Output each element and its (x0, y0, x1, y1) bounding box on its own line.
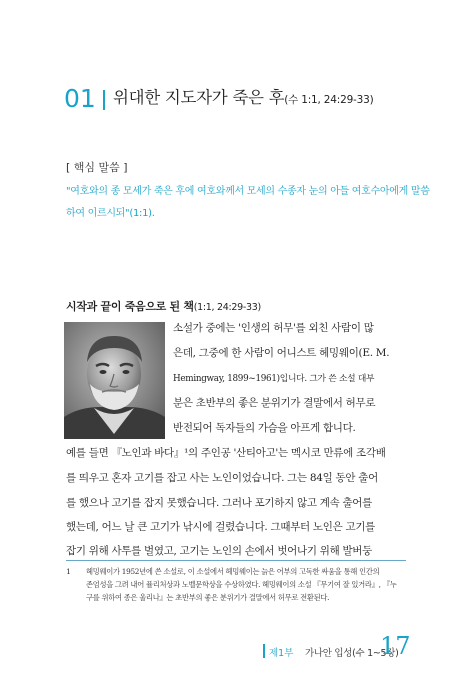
section-heading-text: 시작과 끝이 죽음으로 된 책 (66, 300, 194, 313)
body-line-6: 예를 들면 『노인과 바다』¹의 주인공 '산티아고'는 멕시코 만류에 조각배 (66, 447, 386, 459)
chapter-title (113, 88, 374, 108)
body-line-10: 잡기 위해 사투를 벌였고, 고기는 노인의 손에서 벗어나기 위해 발버둥 (66, 545, 372, 557)
footnote-number: 1 (66, 567, 71, 576)
footnote-rule (66, 560, 406, 561)
footer-title: 가나안 입성(수 1~5장) (305, 648, 399, 659)
body-line-2: 은데, 그중에 한 사람이 어니스트 헤밍웨이(E. M. (173, 347, 390, 359)
body-line-1: 소설가 중에는 '인생의 허무'를 외친 사람이 많 (173, 322, 374, 334)
chapter-title-divider (103, 90, 105, 110)
core-verse-line-2: 하여 이르시되"(1:1). (66, 208, 155, 219)
hemingway-portrait-photo (64, 322, 165, 439)
footnote-line-1: 헤밍웨이가 1952년에 쓴 소설로, 이 소설에서 헤밍웨이는 늙은 어부의 고독한 싸움을 통해 인간의 (86, 567, 380, 576)
footer-divider (263, 644, 265, 658)
body-line-8: 를 했으나 고기를 잡지 못했습니다. 그러나 포기하지 않고 계속 출어를 (66, 497, 372, 509)
body-line-3: Hemingway, 1899~1961)입니다. 그가 쓴 소설 대부 (173, 374, 375, 384)
chapter-reference: (수 1:1, 24:29-33) (284, 94, 374, 106)
chapter-number: 01 (64, 84, 96, 113)
footnote-line-2: 존엄성을 그려 내어 퓰리처상과 노벨문학상을 수상하였다. 헤밍웨이의 소설 『무기여 잘 있거라』, 『누 (86, 580, 397, 589)
body-line-5: 반전되어 독자들의 가슴을 아프게 합니다. (173, 422, 356, 434)
footnote-line-3: 구를 위하여 종은 울리나』는 초반부의 좋은 분위기가 결말에서 허무로 전환된다. (86, 593, 330, 602)
chapter-title-text: 위대한 지도자가 죽은 후 (113, 88, 285, 107)
core-verse-line-1: "여호와의 종 모세가 죽은 후에 여호와께서 모세의 수종자 눈의 아들 여호수아에게 말씀 (66, 186, 430, 197)
section-reference: (1:1, 24:29-33) (193, 302, 261, 313)
page-number: 17 (380, 632, 411, 660)
body-line-7: 를 띄우고 혼자 고기를 잡고 사는 노인이었습니다. 그는 84일 동안 출어 (66, 472, 378, 484)
body-line-4: 분은 초반부의 좋은 분위기가 결말에서 허무로 (173, 397, 376, 409)
body-line-9: 했는데, 어느 날 큰 고기가 낚시에 걸렸습니다. 그때부터 노인은 고기를 (66, 521, 376, 533)
core-verse (66, 181, 430, 225)
core-verse-label: [ 핵심 말씀 ] (66, 161, 128, 174)
footer-part: 제1부 (269, 648, 294, 659)
section-heading (66, 298, 261, 314)
